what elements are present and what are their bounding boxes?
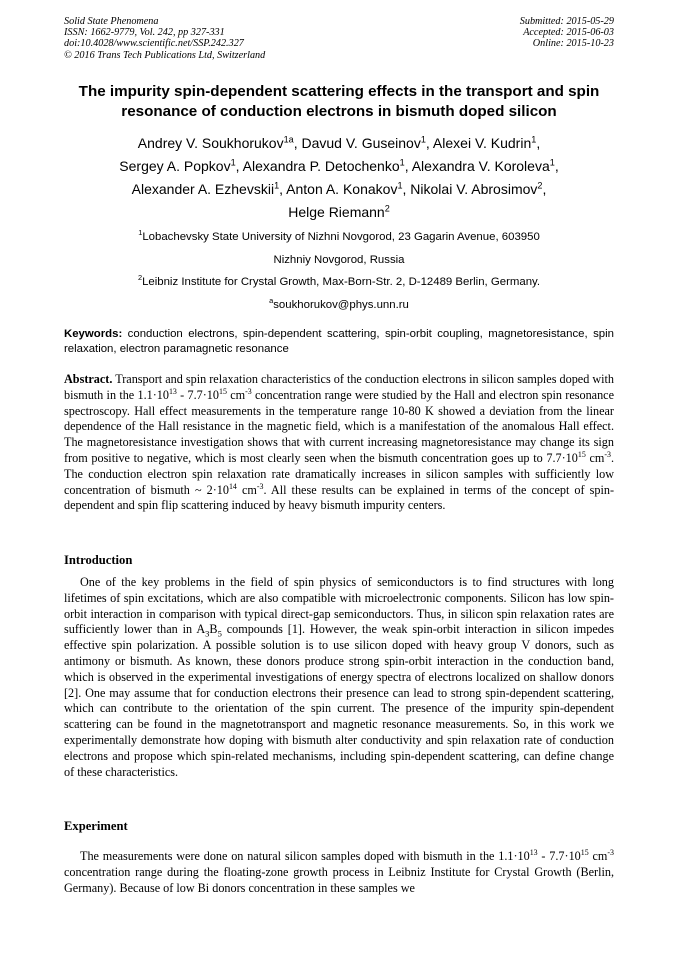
- introduction-heading: Introduction: [64, 553, 133, 567]
- author-name: Nikolai V. Abrosimov: [410, 181, 538, 197]
- author-affil-mark: 1: [399, 157, 405, 168]
- publication-dates: [520, 16, 614, 61]
- affiliations: [60, 226, 618, 316]
- author-name: Sergey A. Popkov: [119, 158, 231, 174]
- author-name: Alexander A. Ezhevskii: [131, 181, 275, 197]
- journal-copyright: © 2016 Trans Tech Publications Ltd, Switzerland: [64, 49, 266, 61]
- author-name: Alexandra P. Detochenko: [242, 158, 400, 174]
- abstract-label: Abstract.: [64, 372, 113, 386]
- author-affil-mark: 1a: [283, 134, 294, 145]
- journal-doi: doi:10.4028/www.scientific.net/SSP.242.327: [64, 38, 244, 50]
- author-affil-mark: 1: [397, 180, 403, 191]
- author-name: Anton A. Konakov: [286, 181, 398, 197]
- submitted-date: Submitted: 2015-05-29: [519, 16, 614, 27]
- author-name: Andrey V. Soukhorukov: [137, 135, 284, 151]
- author-affil-mark: 1: [420, 134, 426, 145]
- author-line: Sergey A. Popkov$^1$, Alexandra P. Detochenko$^1$, Alexandra V. Koroleva$^1$,: [119, 157, 559, 174]
- experiment-heading: Experiment: [64, 819, 128, 833]
- experiment-paragraph: The measurements were done on natural silicon samples doped with bismuth in the $1.1\cdot 10^{13} - 7.7\cdot 10^{15}$ $cm^{-3}$ concentration range during the floating-zone growth process in Leibniz Institute for Crystal Growth (Berlin, Germany). Because of low Bi donors concentration in these samples we: [64, 847, 614, 895]
- author-name: Alexandra V. Koroleva: [411, 158, 550, 174]
- paper-title: The impurity spin-dependent scattering effects in the transport and spin resonance of conduction electrons in bismuth doped silicon: [78, 83, 600, 120]
- online-date: Online: 2015-10-23: [532, 38, 614, 50]
- author-affil-mark: 1: [531, 134, 537, 145]
- author-name: Alexei V. Kudrin: [432, 135, 532, 151]
- journal-header: [64, 16, 614, 61]
- corresponding-email: $^a$soukhorukov@phys.unn.ru: [269, 295, 409, 311]
- affiliation-1-city: Nizhniy Novgorod, Russia: [273, 253, 405, 266]
- author-affil-mark: 1: [549, 157, 555, 168]
- journal-name: Solid State Phenomena: [64, 16, 159, 27]
- affiliation-2: $^2$Leibniz Institute for Crystal Growth, Max-Born-Str. 2, D-12489 Berlin, Germany.: [137, 273, 541, 288]
- journal-issn: ISSN: 1662-9779, Vol. 242, pp 327-331: [64, 27, 225, 39]
- author-list: [60, 132, 618, 224]
- affiliation-1: $^1$Lobachevsky State University of Nizhni Novgorod, 23 Gagarin Avenue, 603950: [138, 228, 540, 243]
- author-line: Andrey V. Soukhorukov$^{1a}$, Davud V. Guseinov$^1$, Alexei V. Kudrin$^1$,: [137, 134, 541, 151]
- author-affil-mark: 2: [537, 180, 543, 191]
- author-line: [288, 204, 390, 220]
- author-affil-mark: 1: [274, 180, 280, 191]
- author-affil-mark: 1: [230, 157, 236, 168]
- keywords-label: Keywords:: [64, 328, 123, 340]
- author-affil-mark: 2: [384, 203, 390, 214]
- author-name: Davud V. Guseinov: [301, 135, 421, 151]
- accepted-date: Accepted: 2015-06-03: [523, 27, 614, 39]
- author-line: Alexander A. Ezhevskii$^1$, Anton A. Konakov$^1$, Nikolai V. Abrosimov$^2$,: [131, 180, 547, 197]
- abstract: Abstract. Transport and spin relaxation characteristics of the conduction electrons in silicon samples doped with bismuth in the $1.1\cdot 10^{13} - 7.7\cdot 10^{15}$ $cm^{-3}$ concentration range were studied by the Hall and electron spin resonance spectroscopy. Hall effect measurements in the temperature range 10-80 K showed a deviation from the linear dependence of the Hall resistance in the magnetic field, which is a manifestation of the anomalous Hall effect. The magnetoresistance investigation shows that with current increasing magnetoresistance may change its sign from positive to negative, which is most clearly seen when the bismuth concentration goes up to $7.7\cdot 10^{15}$ $cm^{-3}$. The conduction electron spin relaxation rate dramatically increases in silicon samples with sufficiently low concentration of bismuth ~ $2\cdot 10^{14}$ $cm^{-3}$. All these results can be explained in terms of the concept of spin-dependent and spin flip scattering induced by heavy bismuth impurity centers.: [64, 372, 615, 513]
- introduction-paragraph: One of the key problems in the field of spin physics of semiconductors is to find structures with long lifetimes of spin excitations, which are also compatible with microelectronic components. Silicon has low spin-orbit interaction in comparison with typical direct-gap semiconductors. Thus, in silicon spin relaxation rates are sufficiently lower than in $A_3B_5$ compounds [1]. However, the weak spin-orbit interaction in silicon impedes effective spin polarization. A possible solution is to use silicon doped with heavy group V donors, such as antimony or bismuth. As known, these donors produce strong spin-orbit interaction in the conduction band, which is observed in the experimental investigations of energy spectra of electrons localized on shallow donors [2]. One may assume that for conduction electrons their presence can lead to strong spin-dependent scattering, which can contribute to the orientation of the spin current. The presence of the impurity spin-dependent scattering can be found in the magnetotransport and magnetic resonance measurements. So, in this work we experimentally demonstrate how doping with bismuth alter conductivity and spin relaxation rate of conduction electrons and propose which spin-related mechanisms, including spin-dependent scattering, can define change of these characteristics.: [64, 575, 615, 779]
- keywords: [64, 327, 614, 356]
- journal-info: [64, 16, 265, 61]
- keywords-text: conduction electrons, spin-dependent scattering, spin-orbit coupling, magnetoresistance, spin relaxation, electron paramagnetic resonance: [64, 328, 614, 355]
- author-name: Helge Riemann: [288, 204, 385, 220]
